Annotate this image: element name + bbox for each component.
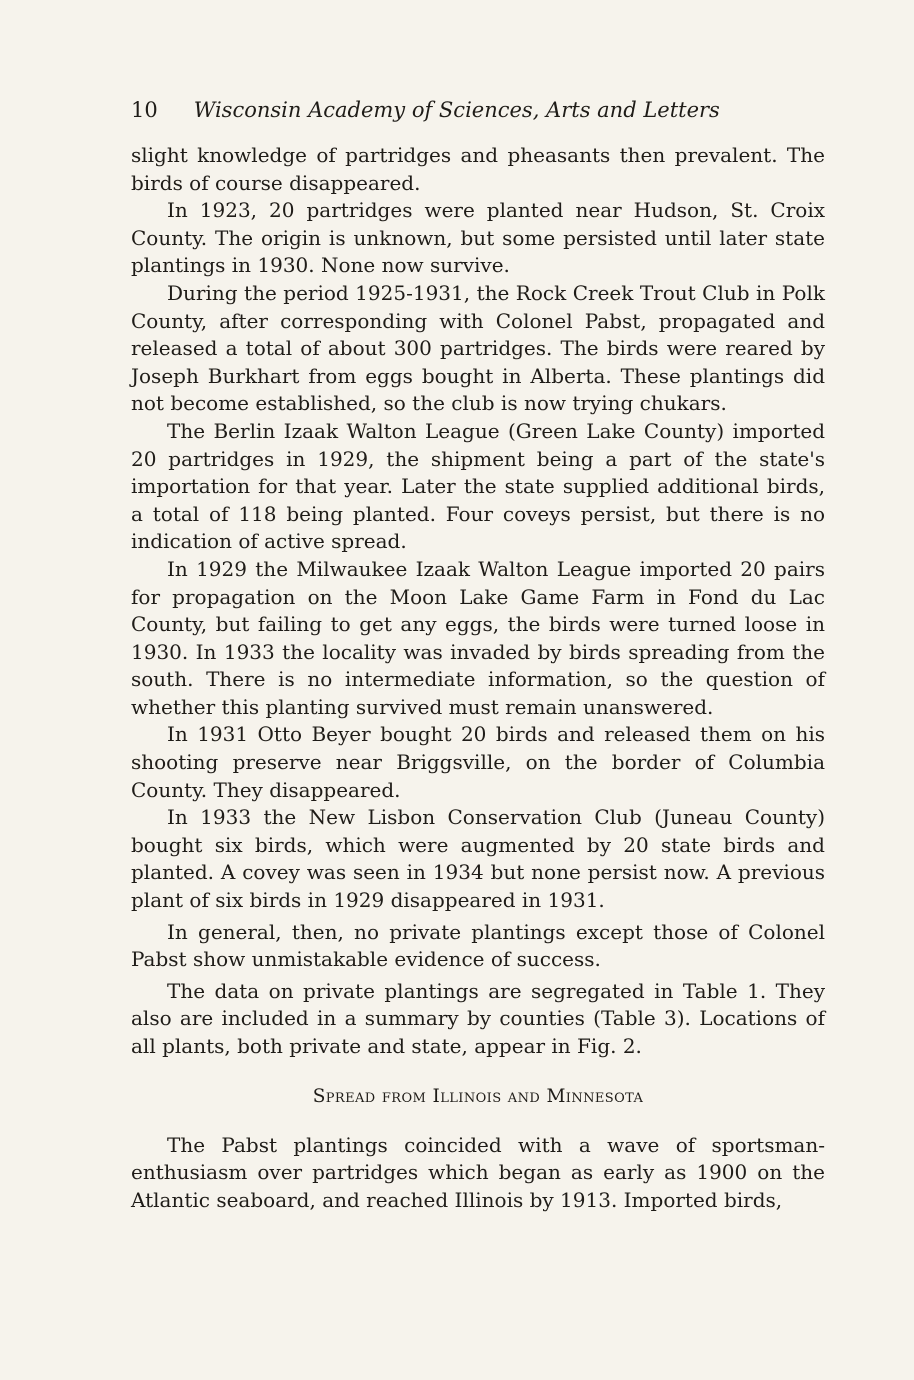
paragraph-rock-creek-trout-club: During the period 1925-1931, the Rock Creek Trout Club in Polk County, after corresponding with Colonel Pabst, propagated and released a total of about 300 partridges. The birds were reared by Joseph Burkhart from eggs bought in Alberta. These plantings did not become established, so the club is now trying chukars.	[131, 280, 825, 416]
paragraph-milwaukee-izaak-walton-league: In 1929 the Milwaukee Izaak Walton League imported 20 pairs for propagation on the Moon Lake Game Farm in Fond du Lac County, but failing to get any eggs, the birds were turned loose in 1930. In 1933 the locality was invaded by birds spreading from the south. There is no intermediate information, so the question of whether this planting survived must remain unanswered.	[131, 556, 825, 719]
paragraph-general-summary: In general, then, no private plantings except those of Colonel Pabst show unmistakable evidence of success.	[131, 919, 825, 972]
book-page	[131, 96, 825, 1214]
paragraph-pabst-plantings: The Pabst plantings coincided with a wave of sportsman-enthusiasm over partridges which began as early as 1900 on the Atlantic seaboard, and reached Illinois by 1913. Imported birds,	[131, 1132, 825, 1212]
paragraph-hudson-planting: In 1923, 20 partridges were planted near Hudson, St. Croix County. The origin is unknown, but some persisted until later state plantings in 1930. None now survive.	[131, 198, 825, 278]
paragraph-continued: slight knowledge of partridges and pheasants then prevalent. The birds of course disappeared.	[131, 143, 825, 195]
paragraph-otto-beyer: In 1931 Otto Beyer bought 20 birds and released them on his shooting preserve near Briggsville, on the border of Columbia County. They disappeared.	[131, 722, 825, 802]
page-number: 10	[131, 98, 158, 122]
paragraph-data-tables: The data on private plantings are segregated in Table 1. They also are included in a summary by counties (Table 3). Locations of all plants, both private and state, appear in Fig. 2.	[131, 978, 825, 1058]
running-head	[131, 96, 825, 124]
journal-title: Wisconsin Academy of Sciences, Arts and Letters	[193, 98, 720, 122]
paragraph-berlin-izaak-walton-league: The Berlin Izaak Walton League (Green Lake County) imported 20 partridges in 1929, the shipment being a part of the state's importation for that year. Later the state supplied additional birds, a total of 118 being planted. Four coveys persist, but there is no indication of active spread.	[131, 418, 825, 554]
section-heading: Spread from Illinois and Minnesota	[312, 1085, 644, 1107]
paragraph-new-lisbon-conservation-club: In 1933 the New Lisbon Conservation Club (Juneau County) bought six birds, which were augmented by 20 state birds and planted. A covey was seen in 1934 but none persist now. A previous plant of six birds in 1929 disappeared in 1931.	[131, 805, 825, 913]
